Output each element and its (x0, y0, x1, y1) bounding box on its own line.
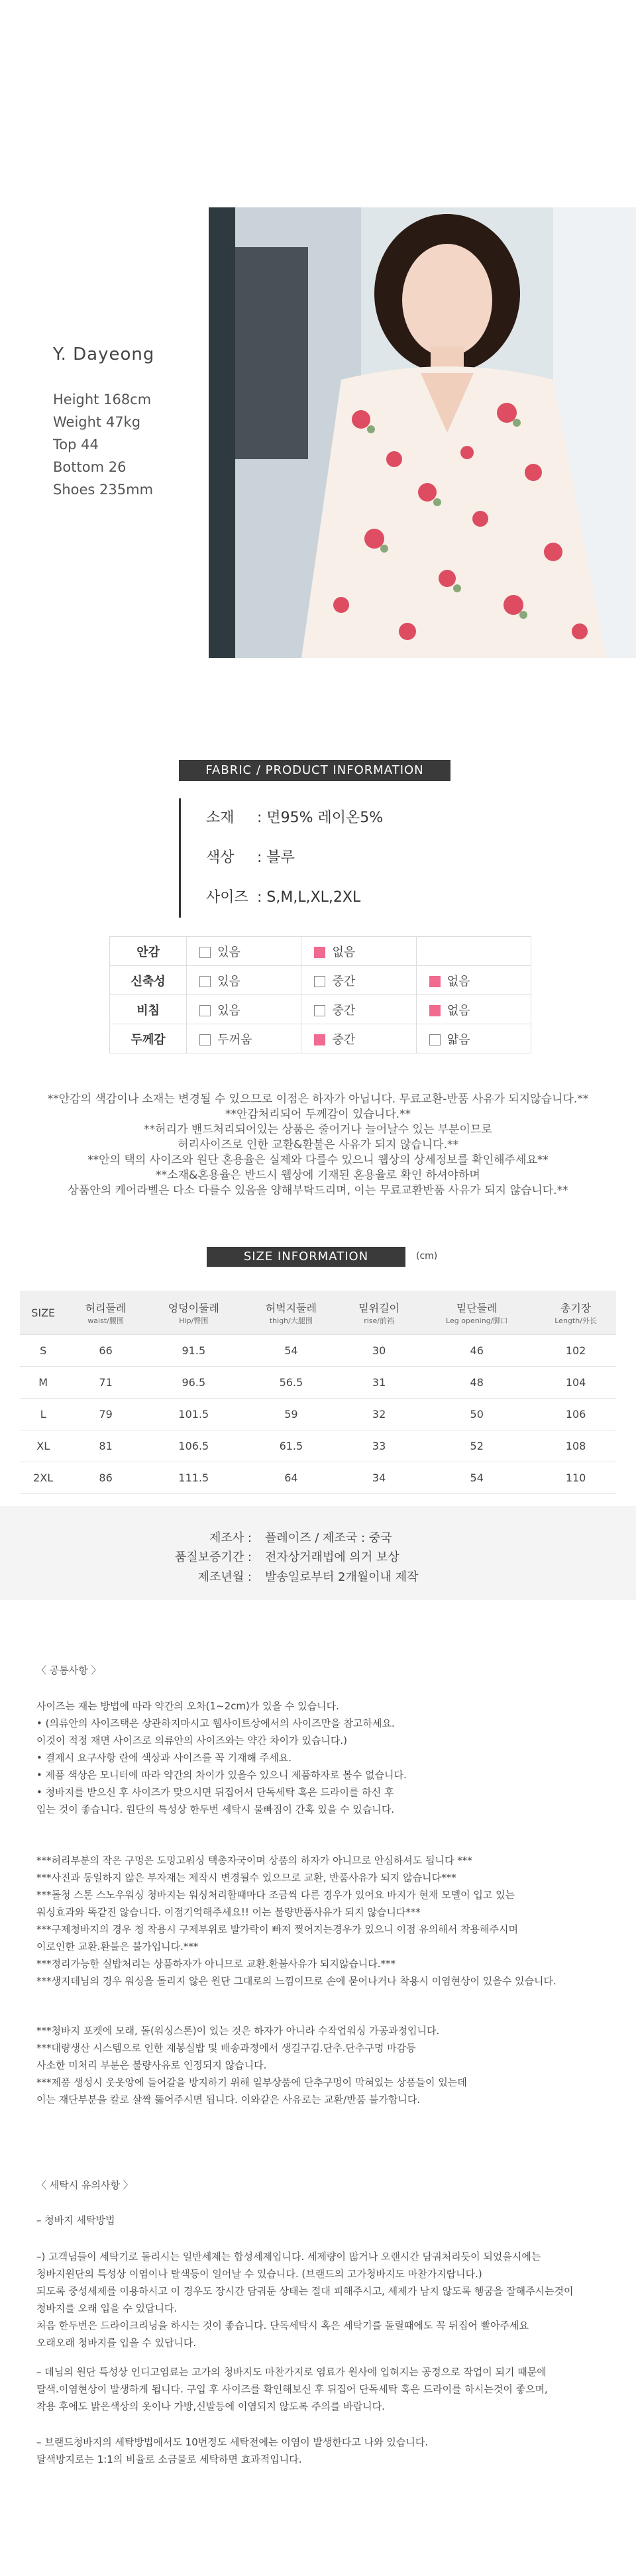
note-line: 상품안의 케어라벨은 다소 다를수 있음을 양해부탁드리며, 이는 무료교환반품 사유가 되지 않습니다.** (68, 1184, 568, 1197)
feel-row (110, 1024, 531, 1053)
warning-block: ***허리부분의 작은 구멍은 도밍고워싱 택총자국이며 상품의 하자가 아니므로 안심하셔도 됩니다 *** ***사진과 동일하지 않은 부자재는 제작시 변경될수 있으므로 교환, 반품사유가 되지 않습니다*** ***돌청 스톤 스노우워싱 청바지는 워싱처리할때마다 조금씩 다른 경우가 있어요 바지가 현재 모델이 입고 있는 워싱효과와 똑같진 않습니다. 이점기억해주세요!! 이는 불량반품사유가 되지 않습니다*** ***구제청바지의 경우 청 착용시 구제부위로 발가락이 빠져 찢어지는경우가 있으니 이점 유의해서 착용해주시며 이로인한 교환.환불은 불가입니다.*** ***정리가능한 실밥처리는 상품하자가 아니므로 교환.환불사유가 되지않습니다.*** ***생지데님의 경우 워싱을 돌리지 않은 원단 그대로의 느낌이므로 손에 묻어나거나 착용시 이염현상이 있을수 있습니다. (36, 1854, 556, 1987)
note-line: 허리사이즈로 인한 교환&환불은 사유가 되지 않습니다.** (178, 1138, 458, 1152)
feel-option: 없음 (447, 1003, 470, 1018)
checkbox (314, 1005, 325, 1016)
checkbox (199, 976, 211, 987)
washing-block: –) 고객님들이 세탁기로 돌리시는 일반세제는 합성세제입니다. 세제량이 많거나 오랜시간 담궈처리듯이 되었을시에는 청바지원단의 특성상 이염이나 탈색등이 일어날 수 있습니다. (브랜드의 고가청바지도 마찬가지랍니다.) 되도록 중성세제를 이용하시고 이 경우도 장시간 담궈둔 상태는 절대 피해주시고, 세제가 남지 않도록 헹굼을 잘해주시는것이 청바지를 오래 입을 수 있답니다. 처음 한두번은 드라이크리닝을 하시는 것이 좋습니다. 단독세탁시 혹은 세탁기를 돌릴때에도 꼭 뒤집어 빨아주세요 오래오래 청바지를 입을 수 있답니다. (36, 2251, 574, 2349)
info-row (0, 1568, 636, 1585)
feel-label: 안감 (110, 937, 187, 966)
checkbox (314, 976, 325, 987)
size-unit: (cm) (416, 1251, 438, 1261)
fabric-row: 사이즈 : S,M,L,XL,2XL (206, 878, 484, 918)
info-label: 제조년월 : (197, 1570, 252, 1584)
feel-option: 중간 (332, 974, 356, 989)
feel-option: 얇음 (447, 1032, 470, 1047)
size-col-header: 밑단둘레 Leg opening/脚口 (418, 1291, 535, 1335)
feel-option: 중간 (332, 1003, 356, 1018)
common-notes-block: 사이즈는 재는 방법에 따라 약간의 오차(1~2cm)가 있을 수 있습니다. • (의류안의 사이즈택은 상관하지마시고 웹사이트상에서의 사이즈만을 참고하세요. 이것이 적정 재면 사이즈로 의류안의 사이즈와는 약간 차이가 있습니다.) • 결제시 요구사항 란에 색상과 사이즈를 꼭 기재해 주세요. • 제품 색상은 모니터에 따라 약간의 차이가 있을수 있으니 제품하자로 볼수 없습니다. • 청바지를 받으신 후 사이즈가 맞으시면 뒤집어서 단독세탁 혹은 드라이를 하신 후 입는 것이 좋습니다. 원단의 특성상 한두번 세탁시 물빠짐이 간혹 있을 수 있습니다. (36, 1700, 407, 1815)
size-table (20, 1291, 616, 1494)
info-label: 품질보증기간 : (174, 1550, 252, 1564)
fabric-info-header: FABRIC / PRODUCT INFORMATION (179, 760, 450, 781)
feel-label: 비침 (110, 995, 187, 1024)
feel-option: 없음 (447, 974, 470, 989)
model-info (53, 345, 154, 501)
size-col-header: 허리둘레 waist/腰围 (66, 1291, 144, 1335)
size-col-header: SIZE (20, 1291, 66, 1335)
fabric-row: 색상 : 블루 (206, 838, 484, 878)
notice-block: ***청바지 포켓에 모래, 돌(워싱스톤)이 있는 것은 하자가 아니라 수작업워싱 가공과정입니다. ***대량생산 시스템으로 인한 재봉실밥 및 배송과정에서 생길구김.단추.단추구멍 마감등 사소한 미처리 부분은 불량사유로 인정되지 않습니다. ***제품 생성시 웃옷앙에 들어갈을 방지하기 위해 일부상품에 단추구멍이 막혀있는 상품들이 있는데 이는 재단부분을 칼로 살짝 뚫어주시면 됩니다. 이와같은 사유로는 교환/반품 불가합니다. (36, 2025, 467, 2106)
feel-option: 있음 (217, 945, 240, 959)
model-photo-illustration (209, 207, 636, 658)
size-col-header: 총기장 Length/外长 (535, 1291, 616, 1335)
product-notes (0, 1092, 636, 1199)
model-height: Height 168cm (53, 392, 152, 407)
checkbox (429, 1034, 441, 1046)
size-info-header: SIZE INFORMATION (207, 1247, 405, 1267)
feel-row (110, 937, 531, 966)
fabric-value: 블루 (266, 849, 295, 866)
model-section (0, 0, 636, 663)
model-name: Y. Dayeong (53, 345, 155, 364)
feel-option: 없음 (332, 945, 356, 959)
feel-option: 중간 (332, 1032, 356, 1047)
feel-label: 신축성 (110, 966, 187, 995)
fabric-label: 소재 (206, 810, 235, 826)
checkbox-selected (429, 976, 441, 987)
feel-option: 있음 (217, 1003, 240, 1018)
info-row (0, 1529, 636, 1546)
denim-notes-block: – 데님의 원단 특성상 인디고염료는 고가의 청바지도 마찬가지로 염료가 원사에 입혀지는 공정으로 작업이 되기 때문에 탈색.이염현상이 발생하게 됩니다. 구입 후 사이즈를 확인해보신 후 뒤집어 단독세탁 혹은 드라이를 하시는것이 좋으며, 착용 후에도 밝은색상의 옷이나 가방,신발등에 이염되지 않도록 주의를 바랍니다. (36, 2366, 548, 2412)
size-col-header: 허벅지둘레 thigh/大腿围 (242, 1291, 340, 1335)
checkbox-selected (429, 1005, 441, 1016)
info-row (0, 1548, 636, 1565)
washing-notes-title: 〈 세탁시 유의사항 〉 (36, 2179, 133, 2191)
info-label: 제조사 : (209, 1531, 252, 1545)
model-weight: Weight 47kg (53, 414, 141, 430)
size-col-header: 엉덩이둘레 Hip/臀围 (145, 1291, 242, 1335)
checkbox-selected (314, 1034, 325, 1046)
washing-subtitle: – 청바지 세탁방법 (36, 2214, 115, 2226)
model-photo (209, 207, 636, 658)
table-row: S 66 91.5 54 30 46 102 (20, 1335, 616, 1367)
brand-notes-block: – 브랜드청바지의 세탁방법에서도 10번정도 세탁전에는 이염이 발생한다고 나와 있습니다. 탈색방지로는 1:1의 비율로 소금물로 세탁하면 효과적입니다. (36, 2436, 429, 2465)
checkbox-selected (314, 947, 325, 958)
fabric-feel-table (109, 936, 531, 1053)
note-line: **허리가 밴드처리되어있는 상품은 줄어거나 늘어날수 있는 부분이므로 (144, 1123, 492, 1136)
info-value: 전자상거래법에 의거 보상 (265, 1550, 399, 1564)
table-row: 2XL 86 111.5 64 34 54 110 (20, 1462, 616, 1494)
fabric-row: 소재 : 면95% 레이온5% (206, 798, 484, 838)
info-value: 플레이즈 / 제조국 : 중국 (265, 1531, 392, 1545)
fabric-label: 사이즈 (206, 889, 248, 906)
checkbox (199, 1005, 211, 1016)
checkbox (199, 947, 211, 958)
manufacturer-info (0, 1506, 636, 1600)
feel-option: 두꺼움 (217, 1032, 252, 1047)
size-col-header: 밑위길이 rise/前裆 (340, 1291, 418, 1335)
fabric-value: 면95% 레이온5% (266, 810, 384, 826)
model-top: Top 44 (53, 437, 99, 453)
fabric-value: S,M,L,XL,2XL (266, 889, 361, 906)
note-line: **안의 택의 사이즈와 원단 혼용율은 실제와 다를수 있으니 웹상의 상세정보를 확인해주세요** (87, 1154, 549, 1167)
fabric-label: 색상 (206, 849, 235, 866)
note-line: **소재&혼용율은 반드시 웹상에 기재된 혼용율로 확인 하셔야하며 (156, 1169, 480, 1182)
common-notes-title: 〈 공통사항 〉 (36, 1664, 101, 1676)
checkbox (199, 1034, 211, 1046)
table-row: XL 81 106.5 61.5 33 52 108 (20, 1430, 616, 1462)
table-row: L 79 101.5 59 32 50 106 (20, 1399, 616, 1430)
model-bottom: Bottom 26 (53, 459, 127, 475)
size-header-row (20, 1291, 616, 1335)
note-line: **안감의 색감이나 소재는 변경될 수 있으므로 이점은 하자가 아닙니다. 무료교환-반품 사유가 되지않습니다.** (47, 1093, 589, 1106)
feel-option: 있음 (217, 974, 240, 989)
feel-label: 두께감 (110, 1024, 187, 1053)
feel-row (110, 966, 531, 995)
note-line: **안감처리되어 두께감이 있습니다.** (225, 1108, 411, 1121)
model-shoes: Shoes 235mm (53, 482, 154, 498)
info-value: 발송일로부터 2개월이내 제작 (265, 1570, 419, 1584)
fabric-info (179, 798, 484, 918)
table-row: M 71 96.5 56.5 31 48 104 (20, 1367, 616, 1399)
feel-row (110, 995, 531, 1024)
